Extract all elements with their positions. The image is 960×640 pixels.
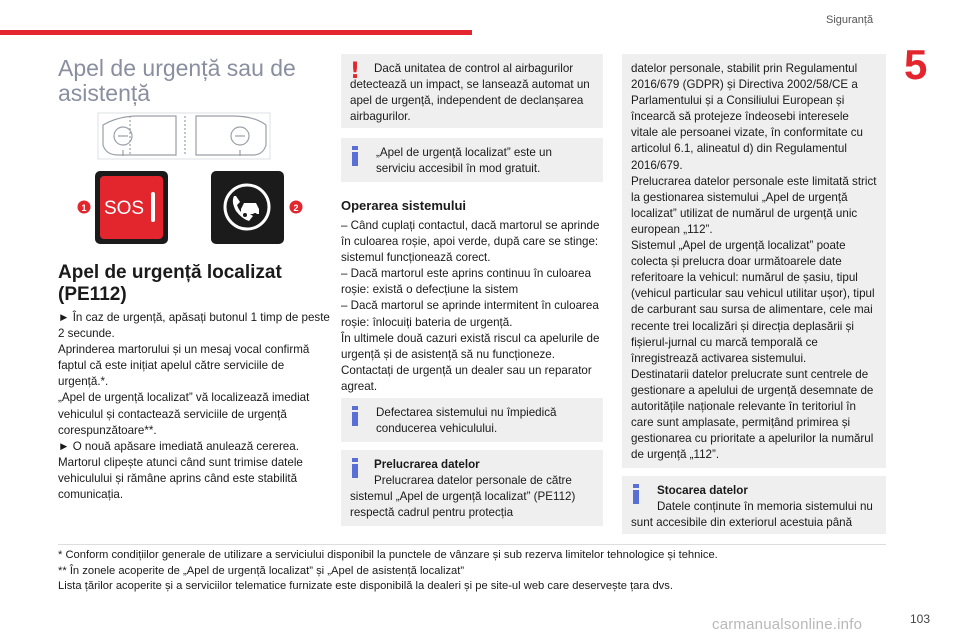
info-icon [352, 458, 358, 480]
footnote: ** În zonele acoperite de „Apel de urgență localizat” și „Apel de asistență localizat” [58, 564, 465, 577]
paragraph: Prelucrarea datelor personale este limitată strict la gestionarea sistemului „Apel de urgență localizat” utilizat de numărul de urgență unic european „112”. [631, 174, 877, 236]
info-text: Prelucrarea datelor personale de către sistemul „Apel de urgență localizat” (PE112) respectă cadrul pentru protecția [350, 474, 576, 520]
info-box [341, 450, 603, 526]
paragraph: – Dacă martorul este aprins continuu în culoarea roșie: există o defecțiune la sistem [341, 267, 592, 297]
info-icon [633, 484, 639, 506]
paragraph: Martorul clipește atunci când sunt trimise datele vehiculului și rămâne aprins când este stabilită comunicația. [58, 455, 303, 502]
footnote-divider [58, 544, 886, 545]
page-title: Apel de urgență sau de asistență [58, 55, 296, 106]
paragraph: – Dacă martorul se aprinde intermitent în culoarea roșie: înlocuiți bateria de urgență. [341, 299, 599, 329]
footnote: * Conform condițiilor generale de utilizare a serviciului disponibil la punctele de vânzare și sub rezerva limitelor tehnologice și tehnice. [58, 549, 718, 561]
info-title: Stocarea datelor [657, 484, 748, 497]
instructions-text [58, 310, 330, 503]
paragraph: ► În caz de urgență, apăsați butonul 1 timp de peste 2 secunde. [58, 311, 330, 341]
paragraph: Aprinderea martorului și un mesaj vocal confirmă faptul că este inițiat apelul către serviciile de urgență.*. [58, 343, 310, 389]
paragraph: Destinatarii datelor prelucrate sunt centrele de gestionare a apelului de urgență desemnate de autoritățile naționale relevante în teritoriul în care sunt amplasate, permițând primirea și gestionarea cu prioritate a apelurilor la numărul de urgență „112”. [631, 367, 874, 462]
watermark: carmanualsonline.info [712, 616, 863, 633]
sos-button-illustration [58, 110, 318, 250]
paragraph: „Apel de urgență localizat” vă localizează imediat vehiculul și contactează serviciile de urgență corespunzătoare**. [58, 391, 310, 437]
paragraph: Sistemul „Apel de urgență localizat” poate colecta și prelucra doar următoarele date referitoare la vehicul: numărul de șasiu, tipul (vehicul particular sau vehicul utilitar ușor), tipul de carburant sau sursa de alimentare, cele mai recente trei localizări și direcția deplasării și fișierul-jurnal cu marcă temporală ce înregistrează activarea sistemului. [631, 239, 875, 365]
paragraph: – Când cuplați contactul, dacă martorul se aprinde în culoarea roșie, apoi verde, după care se stinge: sistemul funcționează corect. [341, 219, 600, 265]
page-number: 103 [910, 612, 931, 626]
paragraph: Contactați de urgență un dealer sau un reparator agreat. [341, 363, 592, 393]
warning-box [341, 54, 603, 128]
info-text: „Apel de urgență localizat” este un serviciu accesibil în mod gratuit. [376, 146, 552, 176]
ceiling-console-left [103, 116, 176, 156]
callout-1-label: 1 [81, 203, 87, 213]
header-accent-bar [0, 30, 472, 35]
footnote: Lista țărilor acoperite și a serviciilor telematice furnizate este disponibilă la dealeri și pe site-ul web care deservește țara dvs. [58, 580, 673, 592]
callout-2-label: 2 [293, 203, 299, 213]
info-icon [352, 406, 358, 428]
section-title: Siguranță [826, 14, 874, 26]
info-text: Datele conținute în memoria sistemului nu sunt accesibile din exteriorul acestuia până [631, 500, 873, 530]
info-box [341, 138, 603, 182]
warning-icon: ! [350, 59, 361, 84]
section-heading: Apel de urgență localizat (PE112) [58, 262, 282, 305]
info-box [341, 398, 603, 442]
chapter-number: 5 [904, 41, 928, 88]
info-text: Defectarea sistemului nu împiedică conducerea vehiculului. [376, 406, 557, 436]
footnotes [58, 548, 898, 595]
info-icon [352, 146, 358, 168]
warning-text: Dacă unitatea de control al airbagurilor detectează un impact, se lansează automat un apel de urgență, independent de declanșarea airbagurilor. [350, 62, 590, 124]
info-title: Prelucrarea datelor [374, 458, 480, 471]
paragraph: datelor personale, stabilit prin Regulamentul 2016/679 (GDPR) și Directiva 2002/58/CE a Parlamentului și a Consiliului European și încearcă să protejeze îndeosebi interesele vitale ale persoanei vizate, în conformitate cu articolul 6.1, alineatul d) din Regulamentul 2016/679. [631, 62, 863, 172]
sos-label: SOS [103, 198, 145, 219]
subsection-heading: Operarea sistemului [341, 198, 466, 213]
operation-text [341, 218, 603, 395]
paragraph: În ultimele două cazuri există riscul ca apelurile de urgență și de asistență să nu funcționeze. [341, 331, 600, 361]
data-processing-box [622, 54, 886, 468]
paragraph: ► O nouă apăsare imediată anulează cererea. [58, 439, 299, 453]
assistance-button[interactable] [211, 171, 284, 244]
ceiling-console-right [185, 116, 266, 156]
info-box [622, 476, 886, 534]
